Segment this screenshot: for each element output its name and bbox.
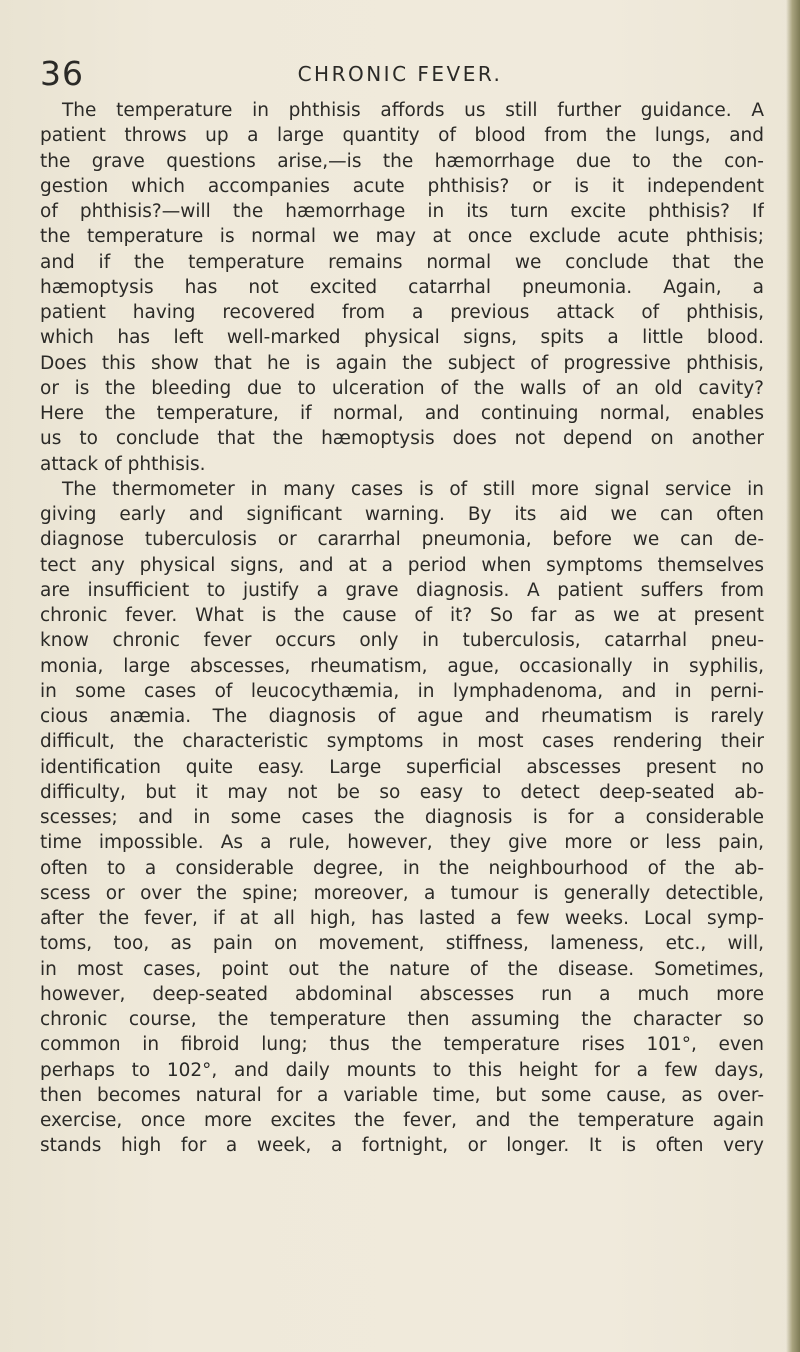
text-line: The temperature in phthisis affords us still further guidance. A: [62, 100, 764, 121]
text-line: tect any physical signs, and at a period when symptoms themselves: [40, 554, 764, 576]
text-line: The thermometer in many cases is of still more signal service in: [62, 478, 764, 500]
text-line: giving early and significant warning. By its aid we can often: [40, 504, 764, 525]
text-line: and if the temperature remains normal we conclude that the: [40, 251, 764, 273]
text-line: in most cases, point out the nature of the disease. Sometimes,: [40, 958, 764, 980]
text-line: Does this show that he is again the subject of progressive phthisis,: [40, 352, 764, 374]
page-number: 36: [40, 54, 84, 93]
text-line: know chronic fever occurs only in tuberculosis, catarrhal pneu-: [40, 630, 764, 652]
text-line: often to a considerable degree, in the neighbourhood of the ab-: [40, 857, 764, 879]
text-line: time impossible. As a rule, however, they give more or less pain,: [40, 832, 764, 854]
text-line: monia, large abscesses, rheumatism, ague, occasionally in syphilis,: [40, 655, 764, 677]
text-line: scess or over the spine; moreover, a tumour is generally detectible,: [40, 882, 764, 904]
text-line: stands high for a week, a fortnight, or longer. It is often very: [40, 1135, 764, 1157]
text-line: patient having recovered from a previous attack of phthisis,: [40, 302, 764, 323]
text-line: however, deep-seated abdominal abscesses run a much more: [40, 983, 764, 1005]
text-line: the grave questions arise,—is the hæmorrhage due to the con-: [40, 150, 764, 172]
text-line: chronic fever. What is the cause of it? So far as we at present: [40, 605, 764, 626]
page-header: [40, 52, 760, 96]
text-line: difficulty, but it may not be so easy to detect deep-seated ab-: [40, 781, 764, 803]
text-line: hæmoptysis has not excited catarrhal pneumonia. Again, a: [40, 276, 764, 298]
running-head: CHRONIC FEVER.: [297, 62, 503, 86]
text-line: chronic course, the temperature then assuming the character so: [40, 1009, 764, 1030]
text-line: us to conclude that the hæmoptysis does not depend on another: [40, 428, 764, 450]
page-edge: [786, 0, 800, 1352]
text-line: or is the bleeding due to ulceration of the walls of an old cavity?: [40, 377, 764, 399]
text-line: of phthisis?—will the hæmorrhage in its turn excite phthisis? If: [40, 201, 764, 222]
text-line: perhaps to 102°, and daily mounts to this height for a few days,: [40, 1059, 764, 1081]
text-line: diagnose tuberculosis or cararrhal pneumonia, before we can de-: [40, 529, 764, 551]
text-line: exercise, once more excites the fever, and the temperature again: [40, 1110, 764, 1131]
text-line: attack of phthisis.: [40, 453, 206, 475]
text-line: are insufficient to justify a grave diagnosis. A patient suffers from: [40, 579, 764, 601]
text-line: then becomes natural for a variable time, but some cause, as over-: [40, 1084, 764, 1106]
text-line: difficult, the characteristic symptoms in most cases rendering their: [40, 731, 764, 753]
text-line: after the fever, if at all high, has lasted a few weeks. Local symp-: [40, 908, 764, 929]
text-line: which has left well-marked physical signs, spits a little blood.: [40, 327, 764, 349]
text-line: in some cases of leucocythæmia, in lymphadenoma, and in perni-: [40, 680, 764, 702]
text-line: the temperature is normal we may at once exclude acute phthisis;: [40, 226, 764, 248]
text-line: toms, too, as pain on movement, stiffness, lameness, etc., will,: [40, 933, 764, 955]
text-line: common in fibroid lung; thus the temperature rises 101°, even: [40, 1034, 764, 1056]
text-line: Here the temperature, if normal, and continuing normal, enables: [40, 403, 764, 424]
text-line: cious anæmia. The diagnosis of ague and rheumatism is rarely: [40, 706, 764, 727]
text-line: gestion which accompanies acute phthisis? or is it independent: [40, 175, 764, 197]
text-line: identification quite easy. Large superficial abscesses present no: [40, 756, 764, 778]
text-line: patient throws up a large quantity of blood from the lungs, and: [40, 125, 764, 147]
text-line: scesses; and in some cases the diagnosis is for a considerable: [40, 807, 764, 828]
body-text: [40, 98, 764, 1159]
